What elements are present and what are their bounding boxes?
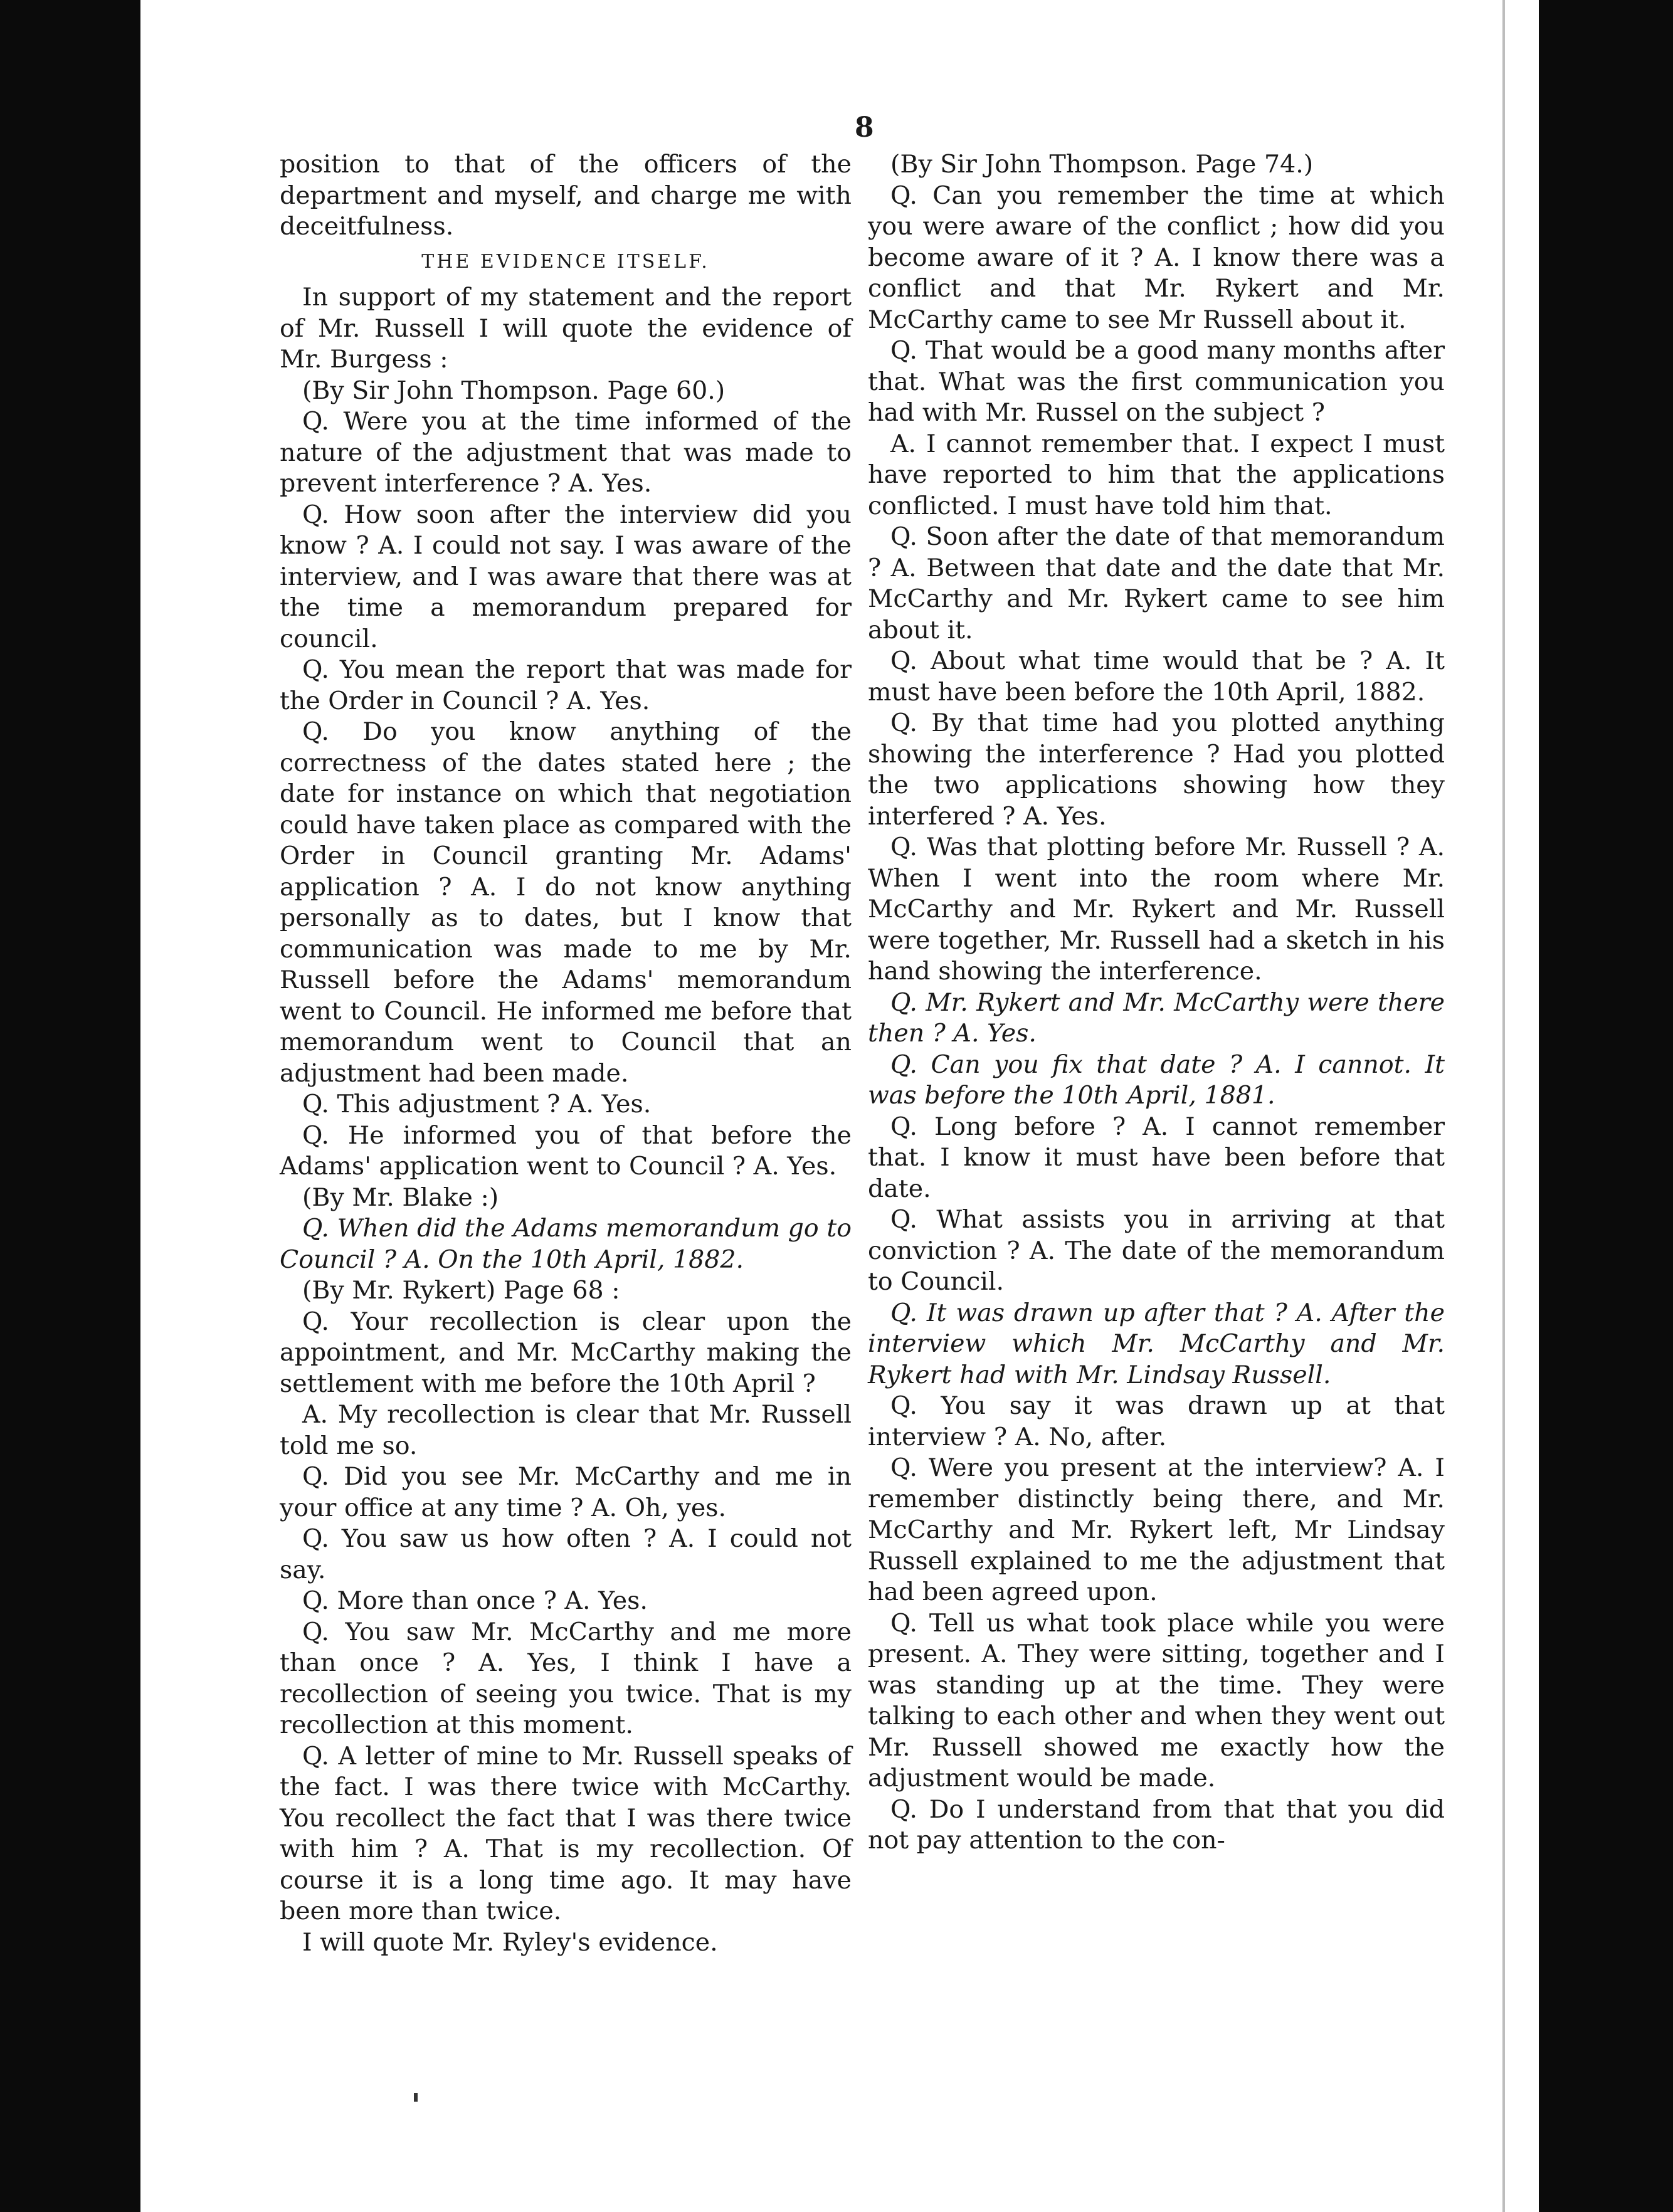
paragraph: (By Mr. Rykert) Page 68 : <box>302 1276 620 1305</box>
paragraph: Q. You saw us how often ? A. I could not say. <box>280 1524 852 1584</box>
paragraph: Q. Soon after the date of that memorandum ? A. Between that date and the date that Mr. McCarthy and Mr. Rykert came to see him about it. <box>868 522 1445 645</box>
scan-border-left <box>0 0 140 2212</box>
paragraph: Q. Long before ? A. I cannot remember that. I know it must have been before that date. <box>868 1112 1445 1203</box>
paragraph: I will quote Mr. Ryley's evidence. <box>302 1927 718 1957</box>
paragraph: (By Sir John Thompson. Page 60.) <box>302 376 726 405</box>
paragraph: A. My recollection is clear that Mr. Russell told me so. <box>280 1400 852 1460</box>
paragraph: Q. Was that plotting before Mr. Russell ? A. When I went into the room where Mr. McCarthy and Mr. Rykert and Mr. Russell were together, Mr. Russell had a sketch in his hand showing the interference. <box>868 833 1445 986</box>
paragraph: Q. You saw Mr. McCarthy and me more than once ? A. Yes, I think I have a recollection of seeing you twice. That is my recollection at this moment. <box>280 1617 852 1739</box>
paragraph: Q. He informed you of that before the Adams' application went to Council ? A. Yes. <box>280 1120 852 1181</box>
paragraph: Q. About what time would that be ? A. It must have been before the 10th April, 1882. <box>868 646 1445 707</box>
page-fold-line <box>1502 0 1505 2212</box>
paragraph: Q. Your recollection is clear upon the appointment, and Mr. McCarthy making the settlement with me before the 10th April ? <box>280 1307 852 1398</box>
paragraph: Q. Were you present at the interview? A. I remember distinctly being there, and Mr. McCarthy and Mr. Rykert left, Mr Lindsay Russell explained to me the adjustment that had been agreed upon. <box>868 1453 1445 1606</box>
paragraph: Q. A letter of mine to Mr. Russell speaks of the fact. I was there twice with McCarthy. You recollect the fact that I was there twice with him ? A. That is my recollection. Of course it is a long time ago. It may have been more than twice. <box>280 1741 852 1925</box>
right-text-column <box>868 149 1445 1856</box>
left-text-column <box>280 149 852 1958</box>
paragraph: Q. It was drawn up after that ? A. After the interview which Mr. McCarthy and Mr. Rykert had with Mr. Lindsay Russell. <box>868 1298 1445 1389</box>
paragraph: Q. Did you see Mr. McCarthy and me in your office at any time ? A. Oh, yes. <box>280 1462 852 1522</box>
paragraph: In support of my statement and the report of Mr. Russell I will quote the evidence of Mr. Burgess : <box>280 283 852 374</box>
paragraph: Q. Tell us what took place while you were present. A. They were sitting, together and I was standing up at the time. They were talking to each other and when they went out Mr. Russell showed me exactly how the adjustment would be made. <box>868 1608 1445 1793</box>
scan-border-right <box>1539 0 1673 2212</box>
paragraph: Q. That would be a good many months after that. What was the first communication you had with Mr. Russel on the subject ? <box>868 336 1445 427</box>
paragraph: Q. Do I understand from that that you did not pay attention to the con- <box>868 1794 1445 1855</box>
paragraph: Q. What assists you in arriving at that conviction ? A. The date of the memorandum to Council. <box>868 1205 1445 1296</box>
paragraph: Q. This adjustment ? A. Yes. <box>302 1090 652 1119</box>
paragraph: Q. By that time had you plotted anything showing the interference ? Had you plotted the two applications showing how they interfered ? A. Yes. <box>868 708 1445 831</box>
paragraph: Q. Mr. Rykert and Mr. McCarthy were there then ? A. Yes. <box>868 988 1445 1048</box>
paragraph: (By Sir John Thompson. Page 74.) <box>890 150 1314 179</box>
ink-speck <box>414 2093 418 2102</box>
page-number: 8 <box>855 112 874 144</box>
paragraph: Q. Were you at the time informed of the nature of the adjustment that was made to prevent interference ? A. Yes. <box>280 407 852 498</box>
paragraph: Q. More than once ? A. Yes. <box>302 1586 648 1615</box>
section-heading: THE EVIDENCE ITSELF. <box>421 250 710 273</box>
paragraph: A. I cannot remember that. I expect I must have reported to him that the applications conflicted. I must have told him that. <box>868 429 1445 520</box>
paragraph: (By Mr. Blake :) <box>302 1182 499 1212</box>
paragraph: Q. Can you remember the time at which you were aware of the conflict ; how did you become aware of it ? A. I know there was a conflict and that Mr. Rykert and Mr. McCarthy came to see Mr Russell about it. <box>868 181 1445 334</box>
paragraph: Q. How soon after the interview did you know ? A. I could not say. I was aware of the interview, and I was aware that there was at the time a memorandum prepared for council. <box>280 500 852 653</box>
paragraph: Q. Do you know anything of the correctness of the dates stated here ; the date for instance on which that negotiation could have taken place as compared with the Order in Council granting Mr. Adams' application ? A. I do not know anything personally as to dates, but I know that communication was made to me by Mr. Russell before the Adams' memorandum went to Council. He informed me before that memorandum went to Council that an adjustment had been made. <box>280 717 852 1088</box>
paragraph: Q. Can you fix that date ? A. I cannot. It was before the 10th April, 1881. <box>868 1050 1445 1110</box>
paragraph: position to that of the officers of the department and myself, and charge me with deceitfulness. <box>280 150 852 241</box>
paragraph: Q. When did the Adams memorandum go to Council ? A. On the 10th April, 1882. <box>280 1214 852 1274</box>
paragraph: Q. You say it was drawn up at that interview ? A. No, after. <box>868 1391 1445 1451</box>
paragraph: Q. You mean the report that was made for the Order in Council ? A. Yes. <box>280 655 852 715</box>
